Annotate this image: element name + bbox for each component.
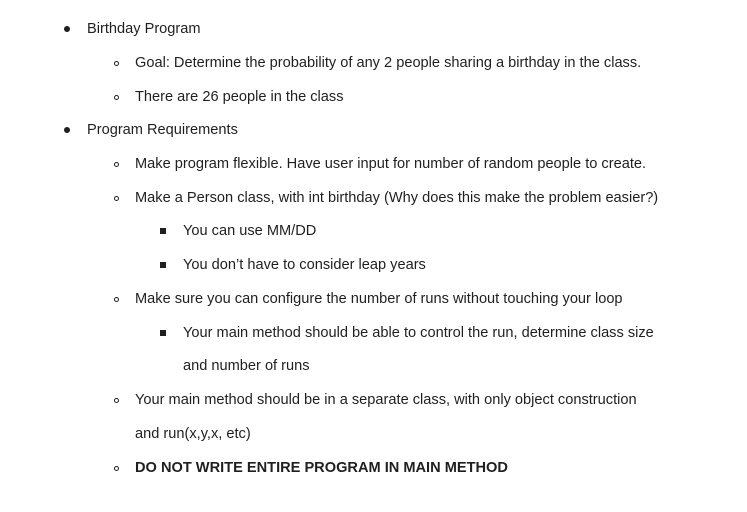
list-item-warning	[0, 458, 747, 492]
disc-bullet-icon	[60, 19, 74, 39]
disc-bullet-icon	[60, 120, 74, 140]
square-bullet-icon	[156, 221, 170, 241]
list-item-mm-dd	[0, 221, 747, 255]
list-item-continuation	[0, 424, 747, 458]
list-item-continuation	[0, 356, 747, 390]
list-item-flexible	[0, 154, 747, 188]
list-item-class-size	[0, 87, 747, 121]
list-item-text: Program Requirements	[87, 122, 238, 138]
list-item-goal	[0, 53, 747, 87]
list-item-program-requirements	[0, 120, 747, 154]
list-item-person-class	[0, 188, 747, 222]
circle-bullet-icon	[109, 87, 123, 107]
list-item-text: Make sure you can configure the number of runs without touching your loop	[135, 291, 623, 307]
list-item-text: Goal: Determine the probability of any 2 people sharing a birthday in the class.	[135, 55, 642, 71]
list-item-text: You can use MM/DD	[183, 223, 317, 239]
circle-bullet-icon	[109, 53, 123, 73]
circle-bullet-icon	[109, 390, 123, 410]
list-item-text: There are 26 people in the class	[135, 89, 344, 105]
circle-bullet-icon	[109, 289, 123, 309]
list-item-main-control	[0, 323, 747, 357]
circle-bullet-icon	[109, 458, 123, 478]
circle-bullet-icon	[109, 154, 123, 174]
list-item-text: Make program flexible. Have user input for number of random people to create.	[135, 156, 647, 172]
list-item-text: Your main method should be in a separate class, with only object construction	[135, 392, 637, 408]
square-bullet-icon	[156, 255, 170, 275]
list-item-text: DO NOT WRITE ENTIRE PROGRAM IN MAIN METHOD	[135, 460, 508, 476]
square-bullet-icon	[156, 323, 170, 343]
list-item-text: You don’t have to consider leap years	[183, 257, 426, 273]
list-item-separate-class	[0, 390, 747, 424]
list-item-configure-runs	[0, 289, 747, 323]
list-item-text: Make a Person class, with int birthday (Why does this make the problem easier?)	[135, 190, 659, 206]
list-item-text: and number of runs	[183, 358, 310, 374]
list-item-text: Birthday Program	[87, 21, 201, 37]
circle-bullet-icon	[109, 188, 123, 208]
list-item-text: Your main method should be able to control the run, determine class size	[183, 325, 654, 341]
list-item-leap-years	[0, 255, 747, 289]
list-item-birthday-program	[0, 19, 747, 53]
list-item-text: and run(x,y,x, etc)	[135, 426, 251, 442]
